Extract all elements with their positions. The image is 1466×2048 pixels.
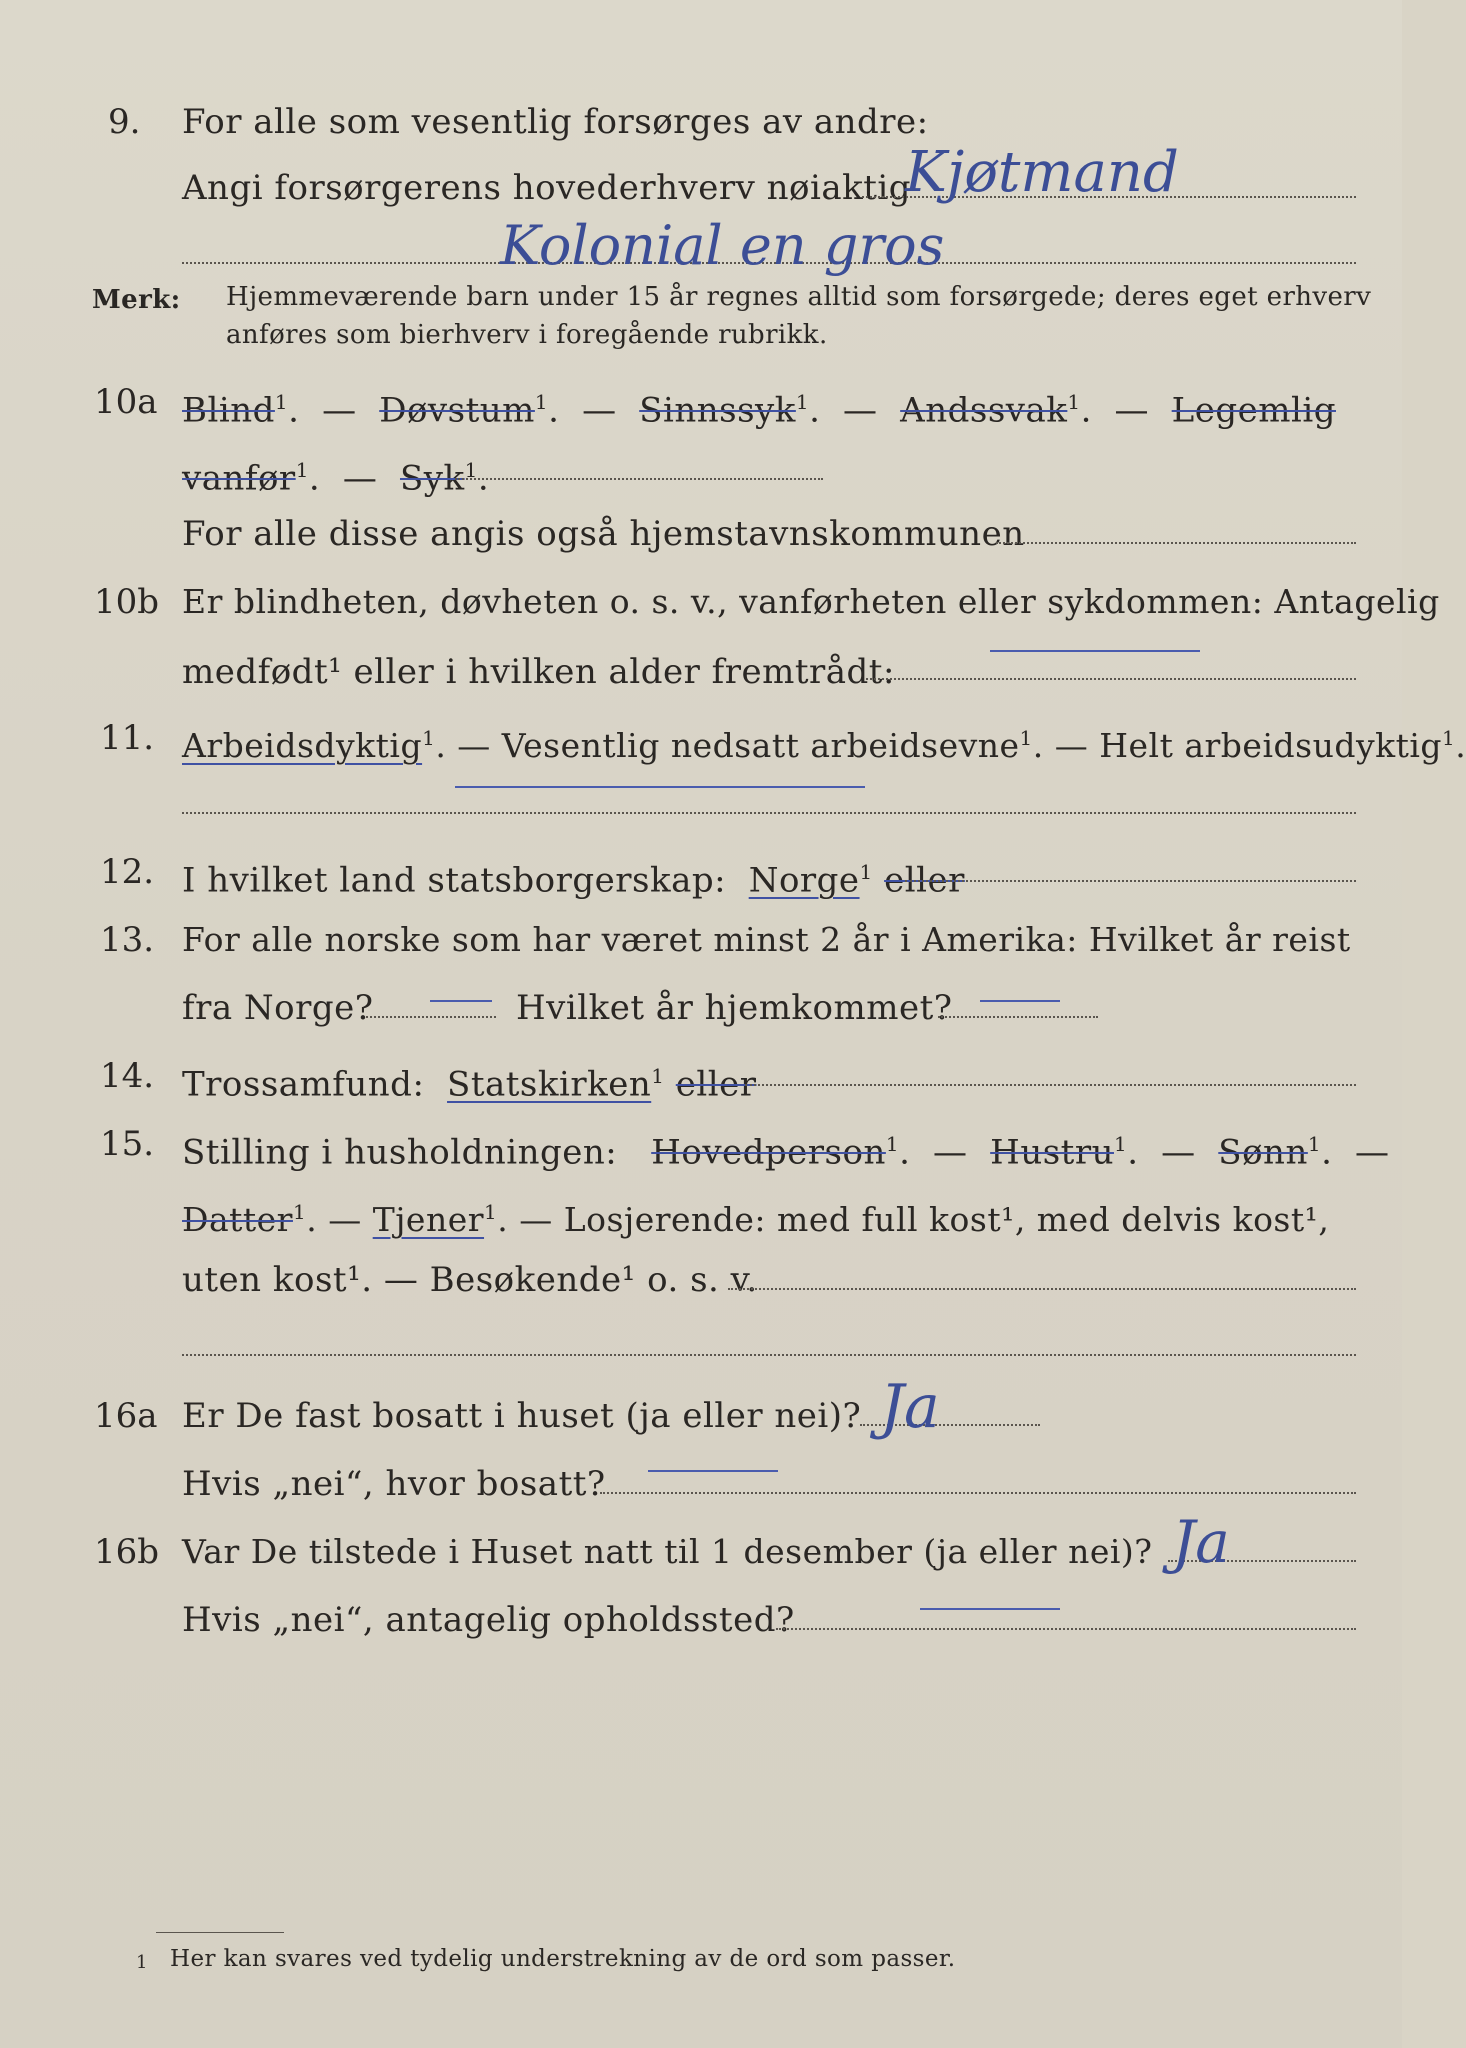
q15-losjerende: — Losjerende: med full kost¹, med delvis kost¹, — [519, 1200, 1330, 1239]
q14-line: Trossamfund: Statskirken$^1$ eller — [182, 1064, 757, 1105]
option-eller[interactable]: eller — [884, 860, 965, 901]
q16a-line1: Er De fast bosatt i huset (ja eller nei)? — [182, 1396, 862, 1436]
q10a-hjemstavn-line — [996, 542, 1356, 544]
q12-question: I hvilket land statsborgerskap: — [182, 860, 727, 901]
q13-line2a: fra Norge? — [182, 988, 374, 1028]
q15-line1: Stilling i husholdningen: Hovedperson$^1$. — Hustru$^1$. — Sønn$^1$. — — [182, 1132, 1390, 1173]
q10b-pen-dash — [990, 650, 1200, 652]
option-arbeidsdyktig[interactable]: Arbeidsdyktig — [182, 726, 423, 765]
q15-line3: uten kost¹. — Besøkende¹ o. s. v. — [182, 1260, 758, 1300]
q12-answer-line — [905, 880, 1356, 882]
q16b-line2: Hvis „nei“, antagelig opholdssted? — [182, 1600, 795, 1640]
q13-hjem-line — [938, 1016, 1098, 1018]
q15-question: Stilling i husholdningen: — [182, 1132, 618, 1173]
merk-label: Merk: — [92, 285, 181, 315]
item-number-16a: 16a — [94, 1396, 158, 1436]
q13-hjem-dash — [980, 1000, 1060, 1002]
option-legemlig[interactable]: Legemlig — [1171, 390, 1336, 431]
q16a-pen-dash — [648, 1470, 778, 1472]
item-number-16b: 16b — [94, 1532, 160, 1572]
q15-answer-line-1 — [728, 1288, 1356, 1290]
option-dovstum[interactable]: Døvstum — [379, 390, 535, 431]
item-number-10b: 10b — [94, 582, 160, 622]
option-blind[interactable]: Blind — [182, 390, 275, 431]
footnote-rule — [156, 1932, 284, 1933]
item-number-15: 15. — [100, 1124, 155, 1164]
q9-line2: Angi forsørgerens hovederhverv nøiaktig — [182, 168, 912, 208]
q16b-handwritten-answer: Ja — [1172, 1508, 1230, 1576]
option-sinnssyk[interactable]: Sinnssyk — [639, 390, 796, 431]
option-helt-arbeidsudyktig[interactable]: Helt arbeidsudyktig — [1099, 726, 1443, 765]
q11-options: Arbeidsdyktig$^1$. — Vesentlig nedsatt arbeidsevne$^1$. — Helt arbeidsudyktig$^1$. — [182, 726, 1466, 765]
q13-line1: For alle norske som har været minst 2 år i Amerika: Hvilket år reist — [182, 920, 1351, 959]
q10a-answer-line — [455, 478, 823, 480]
merk-line2: anføres som bierhverv i foregående rubrikk. — [226, 320, 828, 350]
option-vesentlig-nedsatt[interactable]: Vesentlig nedsatt arbeidsevne — [501, 726, 1020, 765]
q16a-line2: Hvis „nei“, hvor bosatt? — [182, 1464, 606, 1504]
q15-line2: Datter$^1$. — Tjener$^1$. — Losjerende: med full kost¹, med delvis kost¹, — [182, 1200, 1330, 1239]
q16b-opholdssted-line — [776, 1628, 1356, 1630]
q13-reist-dash — [430, 1000, 492, 1002]
item-number-9: 9. — [108, 102, 141, 142]
q9-handwritten-answer-2: Kolonial en gros — [500, 214, 945, 277]
q9-line1: For alle som vesentlig forsørges av andre: — [182, 102, 929, 142]
q10a-options-line1: Blind$^1$. — Døvstum$^1$. — Sinnssyk$^1$. — Andssvak$^1$. — Legemlig — [182, 390, 1336, 431]
item-number-12: 12. — [100, 852, 155, 892]
q13-reist-line — [366, 1016, 496, 1018]
option-datter[interactable]: Datter — [182, 1200, 293, 1239]
q14-question: Trossamfund: — [182, 1064, 425, 1105]
option-hovedperson[interactable]: Hovedperson — [651, 1132, 886, 1173]
q10b-line1: Er blindheten, døvheten o. s. v., vanførheten eller sykdommen: Antagelig — [182, 582, 1440, 621]
q15-answer-line-2 — [182, 1354, 1356, 1356]
option-hustru[interactable]: Hustru — [990, 1132, 1114, 1173]
item-number-13: 13. — [100, 920, 155, 960]
q16b-line1: Var De tilstede i Huset natt til 1 desember (ja eller nei)? — [182, 1532, 1153, 1571]
option-norge[interactable]: Norge — [748, 860, 860, 901]
footnote-text: Her kan svares ved tydelig understrekning av de ord som passer. — [170, 1946, 956, 1972]
footnote-mark: 1 — [136, 1952, 148, 1973]
option-vanfor[interactable]: vanfør — [182, 458, 296, 499]
q16a-bosatt-line — [600, 1492, 1356, 1494]
q14-answer-line — [745, 1084, 1356, 1086]
option-eller-14[interactable]: eller — [675, 1064, 757, 1105]
q10a-options-line2: vanfør$^1$. — Syk$^1$. — [182, 458, 490, 499]
q10b-answer-line — [866, 678, 1356, 680]
q9-handwritten-answer-1: Kjøtmand — [905, 140, 1179, 205]
q10a-line3: For alle disse angis også hjemstavnskommunen — [182, 514, 1025, 554]
option-andssvak[interactable]: Andssvak — [900, 390, 1068, 431]
item-number-10a: 10a — [94, 382, 158, 422]
q11-pen-line — [455, 786, 865, 788]
option-syk[interactable]: Syk — [399, 458, 465, 499]
item-number-14: 14. — [100, 1056, 155, 1096]
q16a-handwritten-answer: Ja — [880, 1372, 940, 1442]
merk-line1: Hjemmeværende barn under 15 år regnes alltid som forsørgede; deres eget erhverv — [226, 282, 1372, 312]
item-number-11: 11. — [100, 718, 155, 758]
option-statskirken[interactable]: Statskirken — [447, 1064, 652, 1105]
q13-line2b: Hvilket år hjemkommet? — [516, 988, 953, 1028]
q11-answer-line — [182, 812, 1356, 814]
option-tjener[interactable]: Tjener — [372, 1200, 485, 1239]
q12-line: I hvilket land statsborgerskap: Norge$^1$ eller — [182, 860, 965, 901]
option-sonn[interactable]: Sønn — [1218, 1132, 1308, 1173]
q10b-line2: medfødt¹ eller i hvilken alder fremtrådt: — [182, 652, 895, 692]
q16b-pen-dash — [920, 1608, 1060, 1610]
